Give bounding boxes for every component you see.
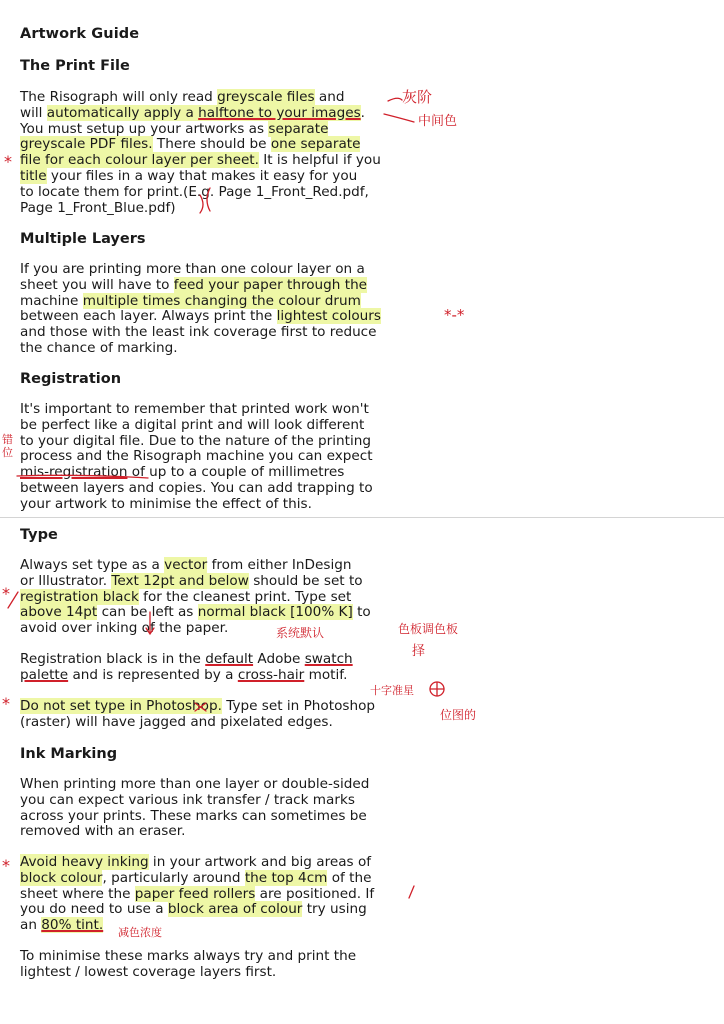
text-run: try using an <box>20 901 367 934</box>
highlighted-text: greyscale files <box>217 89 315 105</box>
text-run: Registration black is in the <box>20 651 206 667</box>
highlighted-underlined-text: halftone to your images <box>198 104 361 121</box>
heading-ink-marking: Ink Marking <box>20 746 118 762</box>
pen-bracket <box>207 188 210 211</box>
highlighted-text: Text 12pt and below <box>111 572 249 589</box>
star-mark: * <box>2 584 10 603</box>
highlighted-text: title <box>20 167 47 184</box>
text-run: It's important to remember that printed work won't be perfect like a digital print and will look different to your digital file. Due to the nature of the printing process and the Risograph machine you can expect <box>20 401 373 465</box>
pen-arrow-halftone <box>384 114 414 122</box>
text-run: and will <box>20 89 345 121</box>
document-title: Artwork Guide <box>20 26 140 42</box>
text-run: It is helpful if you <box>263 152 381 169</box>
text-run: There should be <box>152 136 271 153</box>
heading-registration: Registration <box>20 371 122 387</box>
pen-arrow-greyscale <box>388 98 402 101</box>
star-mark: * <box>2 856 10 875</box>
highlighted-text: lightest colours <box>276 308 381 325</box>
highlighted-text: Avoid heavy inking <box>20 854 149 870</box>
text-run: your files in a way that makes it easy for you to locate them for print.(E.g. Page 1_Front_Red.pdf, Page 1_Front_Blue.pdf) <box>20 167 369 216</box>
text-run: of the sheet where the <box>20 869 372 902</box>
highlighted-text: block colour <box>20 869 103 886</box>
text-run: Type set in Photoshop (raster) will have jagged and pixelated edges. <box>20 698 376 730</box>
underlined-text: cross-hair <box>237 666 305 683</box>
underlined-text: default <box>205 651 254 667</box>
text-run: in your artwork and big areas of <box>152 854 372 870</box>
pen-slash <box>409 886 414 898</box>
highlighted-text: block area of colour <box>167 901 303 918</box>
text-run: machine <box>20 292 79 309</box>
star-mark: * <box>4 152 12 171</box>
text-run: To minimise these marks always try and print the lightest / lowest coverage layers first. <box>20 948 357 980</box>
pen-bracket <box>200 195 203 213</box>
handwritten-note-greyscale: 灰阶 <box>402 88 433 106</box>
highlighted-text: registration black <box>20 588 139 605</box>
text-run: to avoid over inking of the paper. <box>20 604 371 637</box>
text-run: motif. <box>304 666 348 683</box>
highlighted-text: multiple times changing the colour drum <box>82 292 361 309</box>
text-run: If you are printing more than one colour layer on a sheet you will have to <box>20 261 365 293</box>
handwritten-note-raster: 位图的 <box>440 708 477 722</box>
text-run: The Risograph will only read <box>20 89 218 105</box>
highlighted-text: paper feed rollers <box>134 885 256 902</box>
highlighted-text: the top 4cm <box>244 869 328 886</box>
text-run: are positioned. If you do need to use a <box>20 885 375 918</box>
text-run: and those with the least ink coverage first to reduce the chance of marking. <box>20 324 377 356</box>
text-run: When printing more than one layer or double-sided you can expect various ink transfer / track marks across your prints. These marks can sometimes be removed with an eraser. <box>20 776 370 840</box>
handwritten-note-swatch-2: 择 <box>412 644 426 659</box>
pen-x-mark <box>195 703 206 711</box>
text-run: should be set to <box>253 572 363 589</box>
pen-slash <box>8 592 18 608</box>
highlighted-underlined-text: 80% tint. <box>41 917 104 934</box>
underlined-text: swatch palette <box>20 651 353 683</box>
handwritten-note-misregistration: 错位 <box>2 433 13 459</box>
highlighted-text: normal black [100% K] <box>197 604 353 621</box>
handwritten-note-tint: 减色浓度 <box>118 926 162 939</box>
heading-print-file: The Print File <box>20 58 130 74</box>
text-run: , particularly around <box>102 869 245 886</box>
text-run: Always set type as a <box>20 557 165 573</box>
highlighted-text: vector <box>164 557 208 573</box>
text-run: . You must setup up your artworks as <box>20 104 365 137</box>
text-run: Adobe <box>253 651 305 667</box>
heading-type: Type <box>20 527 58 543</box>
highlighted-text: separate greyscale PDF files. <box>20 120 329 153</box>
handwritten-note-crosshair: 十字准星 <box>370 684 414 697</box>
underlined-text: mis-registration <box>20 464 128 481</box>
text-run: for the cleanest print. Type set <box>143 588 352 605</box>
handwritten-note-halftone: 中间色 <box>418 114 458 129</box>
double-star-mark: *-* <box>444 306 465 324</box>
pen-underline-misregistration <box>17 475 148 478</box>
handwritten-note-default: 系统默认 <box>276 626 325 640</box>
highlighted-text: above 14pt <box>20 604 98 621</box>
highlighted-text: Do not set type in Photoshop. <box>20 698 222 714</box>
star-mark: * <box>2 694 10 713</box>
highlighted-text: feed your paper through the <box>173 276 368 293</box>
heading-multiple-layers: Multiple Layers <box>20 231 146 247</box>
handwritten-note-swatch: 色板调色板 <box>398 622 459 636</box>
pen-arrow-down <box>146 612 154 634</box>
text-run: of up to a couple of millimetres between layers and copies. You can add trapping to your artwork to minimise the effect of this. <box>20 464 373 512</box>
highlighted-text: one separate file for each colour layer per sheet. <box>20 136 361 169</box>
text-run: between each layer. Always print the <box>20 308 273 325</box>
text-run: can be left as <box>97 604 198 621</box>
text-run: and is represented by a <box>68 666 238 683</box>
highlighted-text: automatically apply a <box>46 104 199 121</box>
text-run: from either InDesign or Illustrator. <box>20 557 352 589</box>
